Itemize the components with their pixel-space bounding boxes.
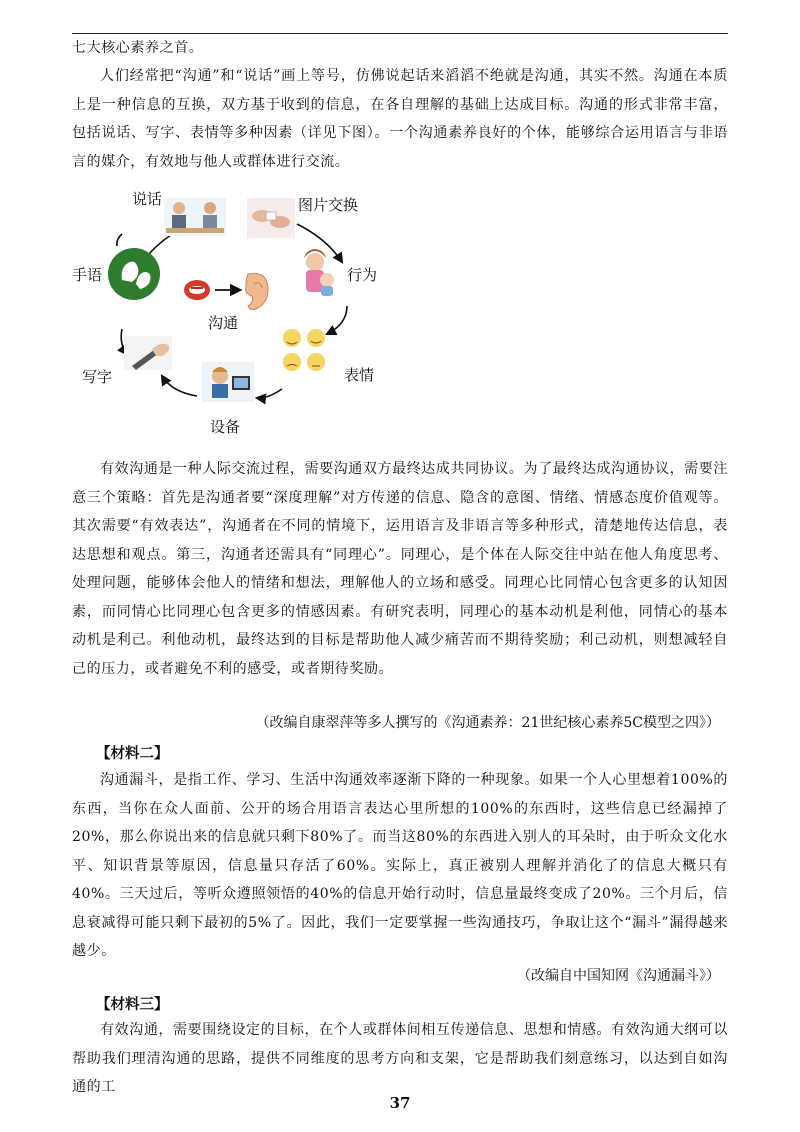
ear-icon (246, 273, 268, 309)
paragraph-3: 沟通漏斗，是指工作、学习、生活中沟通效率逐渐下降的一种现象。如果一个人心里想着100%的东西，当你在众人面前、公开的场合用语言表达心里所想的100%的东西时，这些信息已经漏掉了20%，那么你说出来的信息就只剩下80%了。而当这80%的东西进入别人的耳朵时，由于听众文化水平、知识背景等原因，信息量只存活了60%。实际上，真正被别人理解并消化了的信息大概只有40%。三天过后，等听众遵照领悟的40%的信息开始行动时，信息量最终变成了20%。三个月后，信息衰减得可能只剩下最初的5%了。因此，我们一定要掌握一些沟通技巧，争取让这个“漏斗”漏得越来越少。 (72, 772, 728, 959)
paragraph-1: 人们经常把“沟通”和“说话”画上等号，仿佛说起话来滔滔不绝就是沟通，其实不然。沟通在本质上是一种信息的互换，双方基于收到的信息，在各自理解的基础上达成目标。沟通的形式非常丰富，包括说话、写字、表情等多种因素（详见下图）。一个沟通素养良好的个体，能够综合运用语言与非语言的媒介，有效地与他人或群体进行交流。 (72, 68, 728, 170)
arc-expression-to-device (257, 389, 282, 398)
label-speak: 说话 (132, 190, 163, 208)
picture-exchange-icon (247, 198, 295, 238)
device-icon (202, 362, 254, 402)
label-write: 写字 (82, 368, 113, 386)
sign-language-icon (108, 248, 160, 300)
label-center: 沟通 (208, 314, 239, 332)
label-device: 设备 (210, 418, 241, 436)
label-behavior: 行为 (347, 266, 378, 284)
label-sign: 手语 (72, 266, 103, 284)
paragraph-2: 有效沟通是一种人际交流过程，需要沟通双方最终达成共同协议。为了最终达成沟通协议，需要注意三个策略：首先是沟通者要“深度理解”对方传递的信息、隐含的意图、情绪、情感态度价值观等。其次需要“有效表达”，沟通者在不同的情境下，运用语言及非语言等多种形式，清楚地传达信息，表达思想和观点。第三，沟通者还需具有“同理心”。同理心，是个体在人际交往中站在他人角度思考、处理问题，能够体会他人的情绪和想法，理解他人的立场和感受。同理心比同情心包含更多的认知因素，而同情心比同理心包含更多的情感因素。有研究表明，同理心的基本动机是利他，同情心的基本动机是利己。利他动机，最终达到的目标是帮助他人减少痛苦而不期待奖励；利己动机，则想减轻自己的压力，或者避免不利的感受，或者期待奖励。 (72, 461, 728, 677)
lips-icon (184, 280, 210, 300)
citation-1: （改编自康翠萍等多人撰写的《沟通素养：21世纪核心素养5C模型之四》） (255, 715, 720, 731)
diagram-svg (72, 184, 402, 444)
arc-behavior-to-expression (327, 306, 347, 334)
write-icon (124, 336, 172, 370)
paragraph-4: 有效沟通，需要围绕设定的目标，在个人或群体间相互传递信息、思想和情感。有效沟通大纲可以帮助我们理清沟通的思路，提供不同维度的思考方向和支架，它是帮助我们刻意练习，以达到自如沟通的工 (72, 1022, 728, 1095)
speak-icon (164, 198, 226, 236)
intro-line: 七大核心素养之首。 (72, 40, 204, 56)
material-2-title: 【材料二】 (96, 745, 169, 762)
expression-icon (283, 329, 325, 371)
communication-diagram (72, 184, 402, 444)
arc-device-to-write (162, 376, 197, 396)
citation-2: （改编自中国知网《沟通漏斗》） (517, 968, 720, 984)
page-number: 37 (389, 1094, 411, 1112)
arc-sign-to-speak (117, 234, 122, 246)
label-expression: 表情 (344, 366, 375, 384)
material-3-title: 【材料三】 (96, 996, 169, 1013)
behavior-icon (304, 249, 334, 296)
label-picture: 图片交换 (298, 196, 359, 214)
